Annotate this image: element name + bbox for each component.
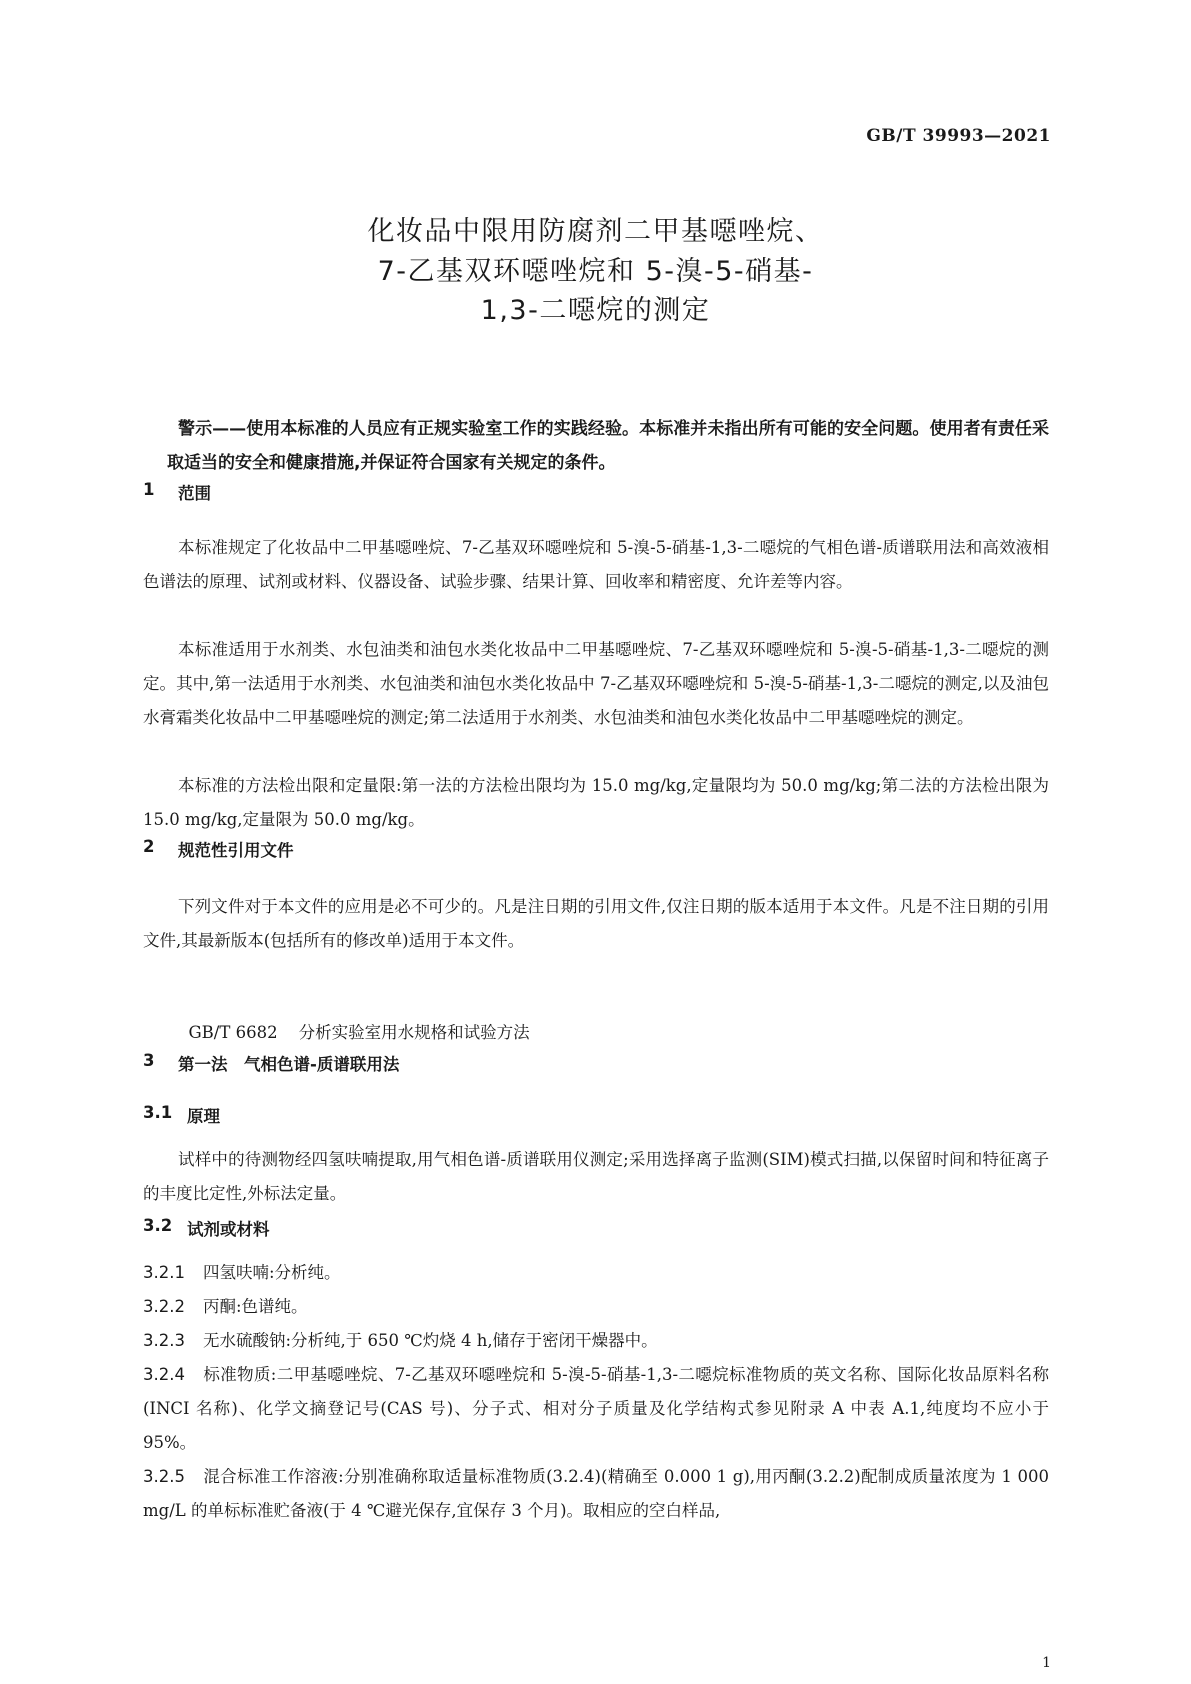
warning-notice: 警示——使用本标准的人员应有正规实验室工作的实践经验。本标准并未指出所有可能的安全问题。使用者有责任采取适当的安全和健康措施,并保证符合国家有关规定的条件。 bbox=[167, 419, 1049, 473]
section-3-number: 3 bbox=[143, 1051, 155, 1070]
list-item-text: 无水硫酸钠:分析纯,于 650 ℃灼烧 4 h,储存于密闭干燥器中。 bbox=[203, 1331, 658, 1350]
page-number: 1 bbox=[1042, 1655, 1051, 1671]
list-item-number: 3.2.2 bbox=[143, 1297, 185, 1316]
list-item-text: 标准物质:二甲基噁唑烷、7-乙基双环噁唑烷和 5-溴-5-硝基-1,3-二噁烷标准物质的英文名称、国际化妆品原料名称(INCI 名称)、化学文摘登记号(CAS 号)、分子式、相对分子质量及化学结构式参见附录 A 中表 A.1,纯度均不应小于 95%。 bbox=[143, 1365, 1049, 1452]
reference-separator bbox=[278, 1023, 299, 1042]
list-item-number: 3.2.3 bbox=[143, 1331, 185, 1350]
section-1-paragraph-2: 本标准适用于水剂类、水包油类和油包水类化妆品中二甲基噁唑烷、7-乙基双环噁唑烷和 5-溴-5-硝基-1,3-二噁烷的测定。其中,第一法适用于水剂类、水包油类和油包水类化妆品中 7-乙基双环噁唑烷和 5-溴-5-硝基-1,3-二噁烷的测定,以及油包水膏霜类化妆品中二甲基噁唑烷的测定;第二法适用于水剂类、水包油类和油包水类化妆品中二甲基噁唑烷的测定。 bbox=[143, 640, 1049, 727]
document-title-line-3: 1,3-二噁烷的测定 bbox=[480, 295, 711, 326]
reference-code: GB/T 6682 bbox=[188, 1023, 278, 1042]
section-3-2-number: 3.2 bbox=[143, 1216, 173, 1235]
list-item bbox=[143, 1460, 1049, 1528]
list-item-number: 3.2.5 bbox=[143, 1467, 185, 1486]
section-1-number: 1 bbox=[143, 480, 155, 499]
reference-title: 分析实验室用水规格和试验方法 bbox=[298, 1023, 530, 1042]
section-1-paragraph-1: 本标准规定了化妆品中二甲基噁唑烷、7-乙基双环噁唑烷和 5-溴-5-硝基-1,3-二噁烷的气相色谱-质谱联用法和高效液相色谱法的原理、试剂或材料、仪器设备、试验步骤、结果计算、回收率和精密度、允许差等内容。 bbox=[143, 538, 1049, 591]
section-3-1-number: 3.1 bbox=[143, 1103, 173, 1122]
section-1-paragraph-3: 本标准的方法检出限和定量限:第一法的方法检出限均为 15.0 mg/kg,定量限均为 50.0 mg/kg;第二法的方法检出限为 15.0 mg/kg,定量限为 50.0 mg/kg。 bbox=[143, 776, 1049, 829]
section-2-paragraph: 下列文件对于本文件的应用是必不可少的。凡是注日期的引用文件,仅注日期的版本适用于本文件。凡是不注日期的引用文件,其最新版本(包括所有的修改单)适用于本文件。 bbox=[143, 897, 1049, 950]
section-3-2-title: 试剂或材料 bbox=[187, 1220, 270, 1239]
list-item bbox=[143, 1358, 1049, 1460]
standard-number: GB/T 39993—2021 bbox=[866, 126, 1051, 146]
section-2-number: 2 bbox=[143, 837, 155, 856]
document-title-line-1: 化妆品中限用防腐剂二甲基噁唑烷、 bbox=[367, 216, 824, 247]
list-item-number: 3.2.4 bbox=[143, 1365, 185, 1384]
list-item-text: 混合标准工作溶液:分别准确称取适量标准物质(3.2.4)(精确至 0.000 1 g),用丙酮(3.2.2)配制成质量浓度为 1 000 mg/L 的单标标准贮备液(于 4 ℃避光保存,宜保存 3 个月)。取相应的空白样品, bbox=[143, 1467, 1049, 1520]
section-3-1-title: 原理 bbox=[187, 1107, 220, 1126]
list-item bbox=[143, 1324, 1049, 1358]
section-1-title: 范围 bbox=[178, 484, 211, 503]
section-3-1-paragraph: 试样中的待测物经四氢呋喃提取,用气相色谱-质谱联用仪测定;采用选择离子监测(SIM)模式扫描,以保留时间和特征离子的丰度比定性,外标法定量。 bbox=[143, 1150, 1049, 1203]
list-item-text: 四氢呋喃:分析纯。 bbox=[203, 1263, 341, 1282]
list-item-number: 3.2.1 bbox=[143, 1263, 185, 1282]
normative-reference-item bbox=[178, 1000, 530, 1043]
list-item bbox=[143, 1256, 1049, 1290]
section-3-title: 第一法 气相色谱-质谱联用法 bbox=[178, 1055, 400, 1074]
section-2-title: 规范性引用文件 bbox=[178, 841, 294, 860]
list-item bbox=[143, 1290, 1049, 1324]
list-item-text: 丙酮:色谱纯。 bbox=[203, 1297, 308, 1316]
document-title-line-2: 7-乙基双环噁唑烷和 5-溴-5-硝基- bbox=[377, 256, 814, 287]
